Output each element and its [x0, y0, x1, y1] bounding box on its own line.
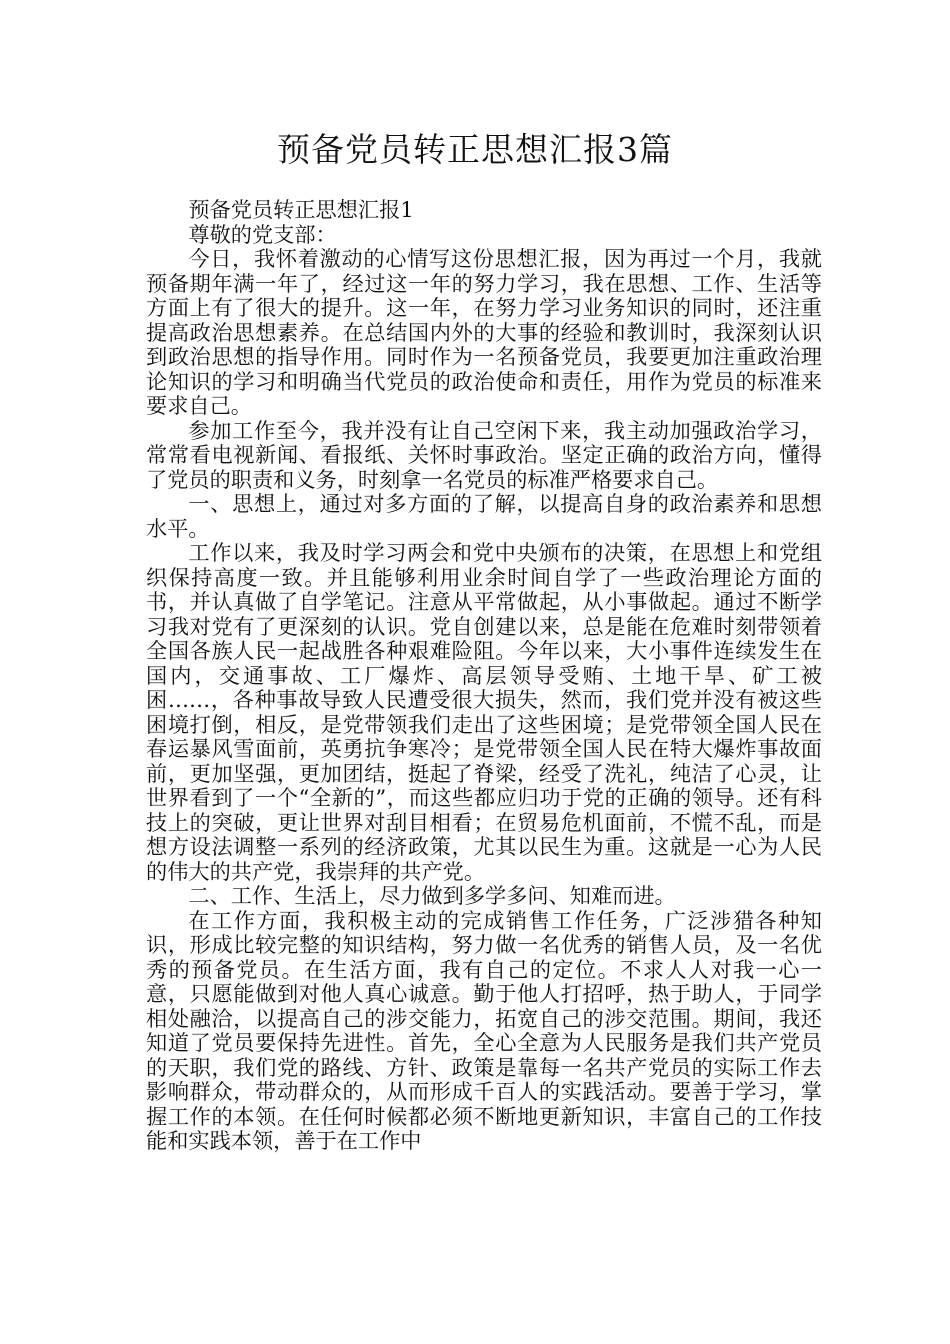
report-subtitle: 预备党员转正思想汇报1 — [188, 197, 414, 222]
document-body — [146, 198, 822, 1154]
salutation: 尊敬的党支部： — [188, 221, 337, 247]
section-heading-thought: 一、思想上，通过对多方面的了解，以提高自身的政治素养和思想水平。 — [146, 491, 822, 541]
paragraph-intro: 今日，我怀着激动的心情写这份思想汇报，因为再过一个月，我就预备期年满一年了，经过这一年的努力学习，我在思想、工作、生活等方面上有了很大的提升。这一年，在努力学习业务知识的同时，还注重提高政治思想素养。在总结国内外的大事的经验和教训时，我深刻认识到政治思想的指导作用。同时作为一名预备党员，我要更加注重政治理论知识的学习和明确当代党员的政治使命和责任，用作为党员的标准来要求自己。 — [146, 246, 822, 418]
paragraph-work: 参加工作至今，我并没有让自己空闲下来，我主动加强政治学习，常常看电视新闻、看报纸、关怀时事政治。坚定正确的政治方向，懂得了党员的职责和义务，时刻拿一名党员的标准严格要求自己。 — [146, 417, 822, 492]
document-title: 预备党员转正思想汇报3篇 — [277, 130, 673, 169]
paragraph-thought: 工作以来，我及时学习两会和党中央颁布的决策，在思想上和党组织保持高度一致。并且能够利用业余时间自学了一些政治理论方面的书，并认真做了自学笔记。注意从平常做起，从小事做起。通过不断学习我对党有了更深刻的认识。党自创建以来，总是能在危难时刻带领着全国各族人民一起战胜各种艰难险阻。今年以来，大小事件连续发生在国内，交通事故、工厂爆炸、高层领导受贿、土地干旱、矿工被困……，各种事故导致人民遭受很大损失，然而，我们党并没有被这些困境打倒，相反，是党带领我们走出了这些困境；是党带领全国人民在春运暴风雪面前，英勇抗争寒冷；是党带领全国人民在特大爆炸事故面前，更加坚强，更加团结，挺起了脊梁，经受了洗礼，纯洁了心灵，让世界看到了一个“全新的”，而这些都应归功于党的正确的领导。还有科技上的突破，更让世界对刮目相看；在贸易危机面前，不慌不乱，而是想方设法调整一系列的经济政策，尤其以民生为重。这就是一心为人民的伟大的共产党，我崇拜的共产党。 — [146, 540, 822, 884]
section-heading-work-life: 二、工作、生活上，尽力做到多学多问、知难而进。 — [188, 883, 676, 908]
paragraph-work-life: 在工作方面，我积极主动的完成销售工作任务，广泛涉猎各种知识，形成比较完整的知识结构，努力做一名优秀的销售人员，及一名优秀的预备党员。在生活方面，我有自己的定位。不求人人对我一心一意，只愿能做到对他人真心诚意。勤于他人打招呼，热于助人，于同学相处融洽，以提高自己的涉交能力，拓宽自己的涉交范围。期间，我还知道了党员要保持先进性。首先，全心全意为人民服务是我们共产党员的天职，我们党的路线、方针、政策是靠每一名共产党员的实际工作去影响群众，带动群众的，从而形成千百人的实践活动。要善于学习，掌握工作的本领。在任何时候都必须不断地更新知识，丰富自己的工作技能和实践本领，善于在工作中 — [146, 907, 822, 1153]
